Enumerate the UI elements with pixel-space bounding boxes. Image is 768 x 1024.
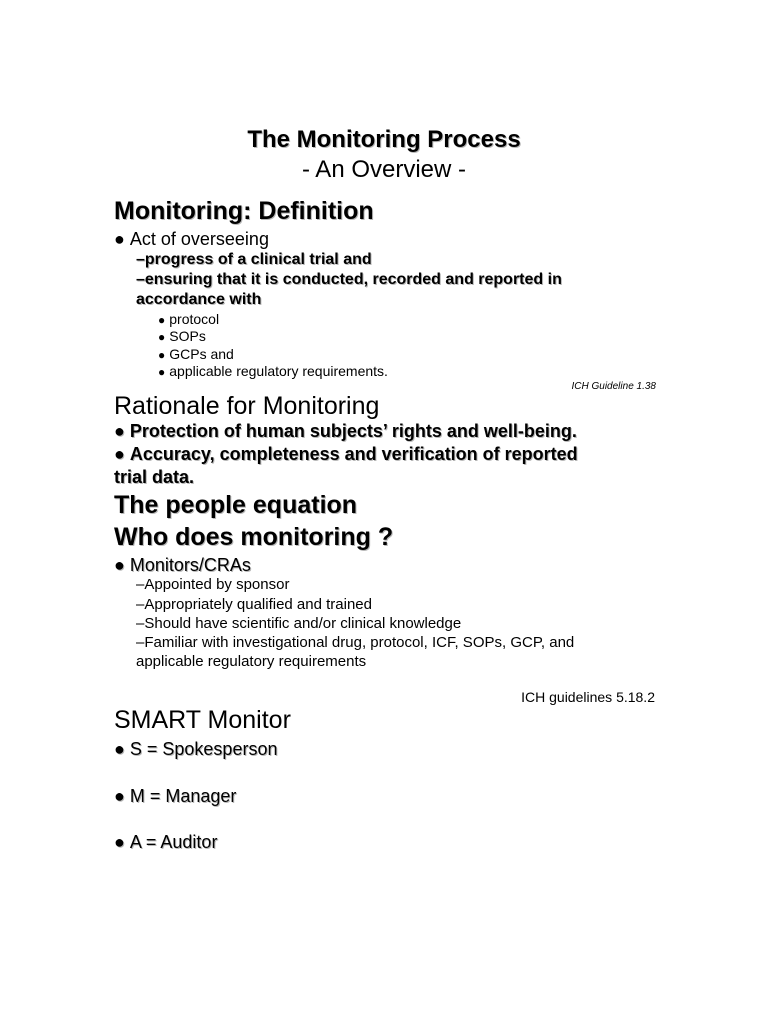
smart-a: ● A = Auditor	[114, 832, 217, 853]
people-sub-3: – Should have scientific and/or clinical knowledge	[136, 615, 461, 632]
people-bullet: ● Monitors/CRAs	[114, 555, 251, 576]
rationale-bullet-1: ● Protection of human subjects’ rights and well-being.	[114, 421, 577, 442]
people-sub-1: – Appointed by sponsor	[136, 576, 289, 593]
definition-bullet: ● Act of overseeing	[114, 229, 269, 250]
definition-item-regulatory: ● applicable regulatory requirements.	[158, 363, 388, 379]
rationale-heading: Rationale for Monitoring	[114, 392, 380, 420]
people-sub-4-cont: applicable regulatory requirements	[136, 653, 367, 670]
rationale-bullet-2: ● Accuracy, completeness and verification of reported	[114, 444, 578, 465]
definition-citation: ICH Guideline 1.38	[571, 381, 656, 392]
rationale-bullet-2-cont: trial data.	[114, 467, 195, 487]
smart-s: ● S = Spokesperson	[114, 739, 277, 760]
definition-sub-1: – progress of a clinical trial and	[136, 251, 372, 269]
people-sub-2: – Appropriately qualified and trained	[136, 596, 372, 613]
definition-item-gcps: ● GCPs and	[158, 346, 234, 362]
people-heading-1: The people equation	[114, 491, 358, 519]
smart-m: ● M = Manager	[114, 786, 236, 807]
smart-heading: SMART Monitor	[114, 706, 291, 734]
definition-sub-2: – ensuring that it is conducted, recorded and reported in	[136, 271, 562, 289]
people-sub-4: – Familiar with investigational drug, protocol, ICF, SOPs, GCP, and	[136, 634, 574, 651]
definition-heading: Monitoring: Definition	[114, 197, 374, 225]
definition-item-sops: ● SOPs	[158, 328, 206, 344]
definition-item-protocol: ● protocol	[158, 311, 219, 327]
definition-sub-2-cont: accordance with	[136, 291, 262, 308]
people-heading-2: Who does monitoring ?	[114, 523, 394, 551]
page-subtitle: - An Overview -	[301, 156, 467, 183]
page-title: The Monitoring Process	[247, 126, 521, 153]
people-citation: ICH guidelines 5.18.2	[521, 689, 655, 705]
